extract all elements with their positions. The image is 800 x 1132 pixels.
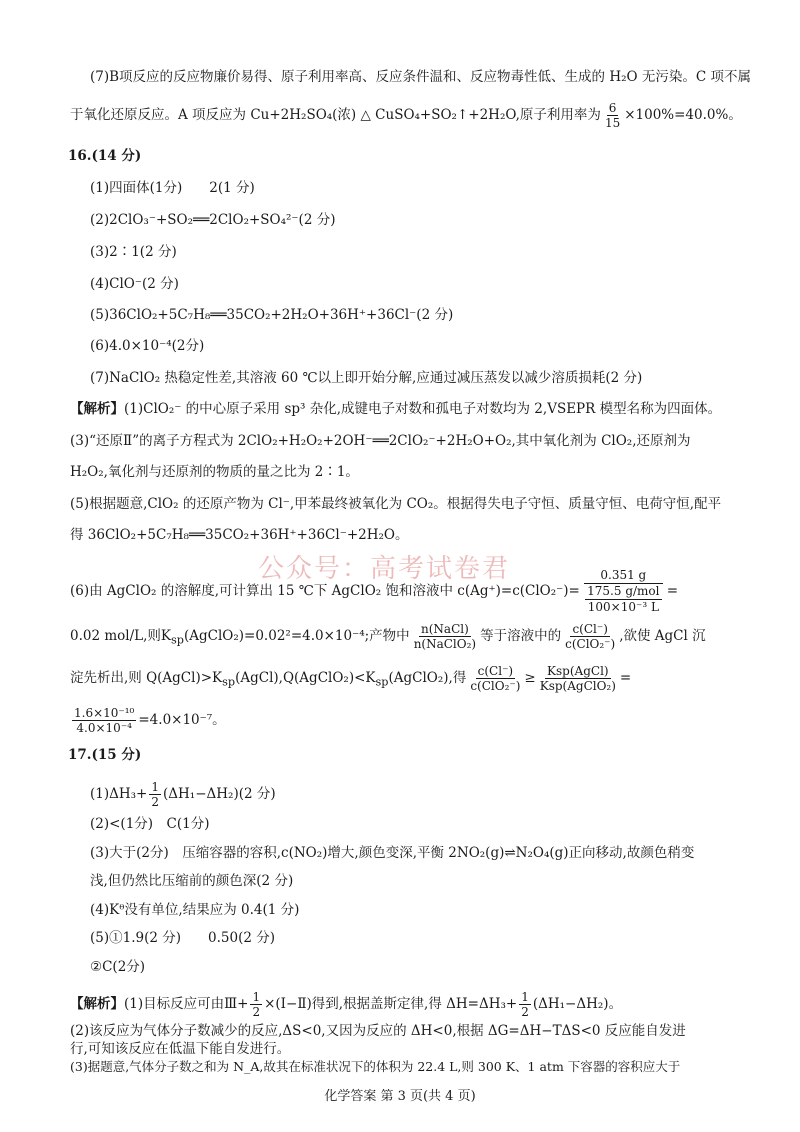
analysis-line — [70, 990, 622, 1019]
answer-line: 浅,但仍然比压缩前的颜色深(2 分) — [90, 873, 294, 889]
answer-line: (4)Kᶿ没有单位,结果应为 0.4(1 分) — [90, 902, 300, 918]
answer-line: (6)4.0×10⁻⁴(2分) — [90, 338, 205, 354]
text-segment: 0.02 mol/L,则K — [70, 628, 171, 644]
text-segment: 等于溶液中的 — [480, 628, 562, 644]
fraction-numerator: 1 — [151, 780, 160, 794]
analysis-line: (5)根据题意,ClO₂ 的还原产物为 Cl⁻,甲苯最终被氧化为 CO₂。根据得失电子守恒、质量守恒、电荷守恒,配平 — [70, 496, 722, 512]
analysis-line: (3)“还原Ⅱ”的离子方程式为 2ClO₂+H₂O₂+2OH⁻══2ClO₂⁻+2H₂O+O₂,其中氧化剂为 ClO₂,还原剂为 — [70, 433, 691, 449]
fraction-denominator: c(ClO₂⁻) — [565, 637, 616, 651]
watermark: 公众号：高考试卷君 — [258, 554, 511, 584]
analysis-tag: 【解析】 — [70, 996, 124, 1012]
text-segment: (ΔH₁−ΔH₂)。 — [532, 996, 623, 1012]
fraction — [72, 706, 136, 735]
text-segment: (1)ClO₂⁻ 的中心原子采用 sp³ 杂化,成键电子对数和孤电子对数均为 2,VSEPR 模型名称为四面体。 — [124, 401, 722, 417]
fraction-numerator: Ksp(AgCl) — [547, 664, 609, 678]
analysis-line: 得 36ClO₂+5C₇H₈══35CO₂+36H⁺+36Cl⁻+2H₂O。 — [70, 527, 409, 543]
fraction-numerator: 6 — [608, 101, 617, 115]
question-heading: 16.(14 分) — [68, 148, 142, 164]
analysis-line: 行,可知该反应在低温下能自发进行。 — [70, 1041, 291, 1057]
subscript: sp — [375, 675, 389, 689]
text-segment: (1)ΔH₃+ — [90, 786, 148, 802]
analysis-line: H₂O₂,氧化剂与还原剂的物质的量之比为 2∶1。 — [70, 464, 359, 480]
analysis-line — [70, 706, 226, 735]
text-segment: (1)目标反应可由Ⅲ+ — [124, 996, 249, 1012]
answer-line: (3)2∶1(2 分) — [90, 244, 177, 260]
fraction-denominator: 2 — [151, 795, 160, 809]
fraction-denominator: 4.0×10⁻⁴ — [76, 721, 132, 735]
text-segment: (AgClO₂)=0.02²=4.0×10⁻⁴;产物中 — [183, 628, 410, 644]
fraction-denominator: 175.5 g/mol — [584, 583, 662, 599]
text-segment: 于氧化还原反应。A 项反应为 Cu+2H₂SO₄(浓) △ CuSO₄+SO₂↑+2H₂O,原子利用率为 — [70, 107, 601, 123]
text-segment: (AgCl),Q(AgClO₂)<K — [235, 670, 376, 686]
text-line: (7)B项反应的反应物廉价易得、原子利用率高、反应条件温和、反应物毒性低、生成的 H₂O 无污染。C 项不属 — [90, 69, 751, 85]
fraction-numerator: 1 — [521, 990, 529, 1004]
text-segment: (AgClO₂),得 — [388, 670, 467, 686]
analysis-line: (2)该反应为气体分子数减少的反应,ΔS<0,又因为反应的 ΔH<0,根据 ΔG=ΔH−TΔS<0 反应能自发进 — [70, 1023, 686, 1039]
fraction-denominator: Ksp(AgClO₂) — [539, 679, 616, 693]
text-segment: ,欲使 AgCl 沉 — [619, 628, 706, 644]
answer-line: ②C(2分) — [90, 959, 146, 975]
analysis-line — [70, 622, 706, 651]
text-segment: (6)由 AgClO₂ 的溶解度,可计算出 15 ℃下 AgClO₂ 饱和溶液中 c(Ag⁺)=c(ClO₂⁻)= — [70, 583, 580, 599]
text-segment: ≥ — [524, 670, 536, 686]
text-segment: (ΔH₁−ΔH₂)(2 分) — [163, 786, 276, 802]
answer-line: (5)①1.9(2 分) 0.50(2 分) — [90, 930, 275, 946]
fraction-denominator: 2 — [252, 1005, 261, 1019]
fraction-denominator: n(NaClO₂) — [413, 637, 477, 651]
subscript: sp — [222, 675, 236, 689]
analysis-line: (3)据题意,气体分子数之和为 N_A,故其在标准状况下的体积为 22.4 L,则 300 K、1 atm 下容器的容积应大于 — [70, 1059, 681, 1074]
answer-line: (2)2ClO₃⁻+SO₂══2ClO₂+SO₄²⁻(2 分) — [90, 212, 336, 228]
question-heading: 17.(15 分) — [68, 747, 142, 763]
fraction-numerator: 1 — [252, 990, 261, 1004]
answer-line: (3)大于(2分) 压缩容器的容积,c(NO₂)增大,颜色变深,平衡 2NO₂(g)⇌N₂O₄(g)正向移动,故颜色稍变 — [90, 845, 695, 861]
fraction — [250, 990, 262, 1019]
fraction — [603, 101, 622, 130]
subscript: sp — [171, 633, 184, 647]
fraction — [584, 568, 662, 615]
analysis-line — [70, 400, 721, 418]
answer-line — [90, 780, 276, 809]
fraction-numerator: n(NaCl) — [421, 622, 469, 636]
fraction-numerator: c(Cl⁻) — [572, 622, 608, 636]
analysis-tag: 【解析】 — [70, 401, 124, 417]
fraction-denominator: c(ClO₂⁻) — [470, 679, 521, 693]
fraction-denominator: 2 — [521, 1005, 529, 1019]
text-segment: ×100%=40.0%。 — [624, 107, 742, 123]
answer-line: (5)36ClO₂+5C₇H₈══35CO₂+2H₂O+36H⁺+36Cl⁻(2 分) — [90, 307, 454, 323]
answer-line: (4)ClO⁻(2 分) — [90, 276, 179, 292]
text-segment: =4.0×10⁻⁷。 — [138, 712, 226, 728]
answer-line: (1)四面体(1分) 2(1 分) — [90, 180, 255, 196]
text-line — [70, 101, 742, 130]
text-segment: ×(Ⅰ−Ⅱ)得到,根据盖斯定律,得 ΔH=ΔH₃+ — [264, 996, 518, 1012]
analysis-line — [70, 664, 631, 693]
fraction — [412, 622, 478, 651]
fraction — [563, 622, 617, 651]
answer-line: (7)NaClO₂ 热稳定性差,其溶液 60 ℃以上即开始分解,应通过减压蒸发以减少溶质损耗(2 分) — [90, 370, 643, 386]
fraction — [468, 664, 522, 693]
fraction — [519, 990, 531, 1019]
text-segment: = — [666, 583, 679, 599]
page-footer: 化学答案 第 3 页(共 4 页) — [324, 1089, 476, 1104]
fraction-numerator: 1.6×10⁻¹⁰ — [74, 706, 135, 720]
fraction-denominator: 15 — [604, 116, 621, 130]
fraction-numerator: 0.351 g — [600, 568, 647, 582]
fraction — [149, 780, 161, 809]
fraction-numerator: c(Cl⁻) — [477, 664, 514, 678]
fraction — [538, 664, 618, 693]
text-segment: 淀先析出,则 Q(AgCl)>K — [70, 670, 223, 686]
text-segment: = — [619, 670, 632, 686]
answer-line: (2)<(1分) C(1分) — [90, 816, 210, 832]
fraction-denominator: 100×10⁻³ L — [585, 599, 662, 615]
